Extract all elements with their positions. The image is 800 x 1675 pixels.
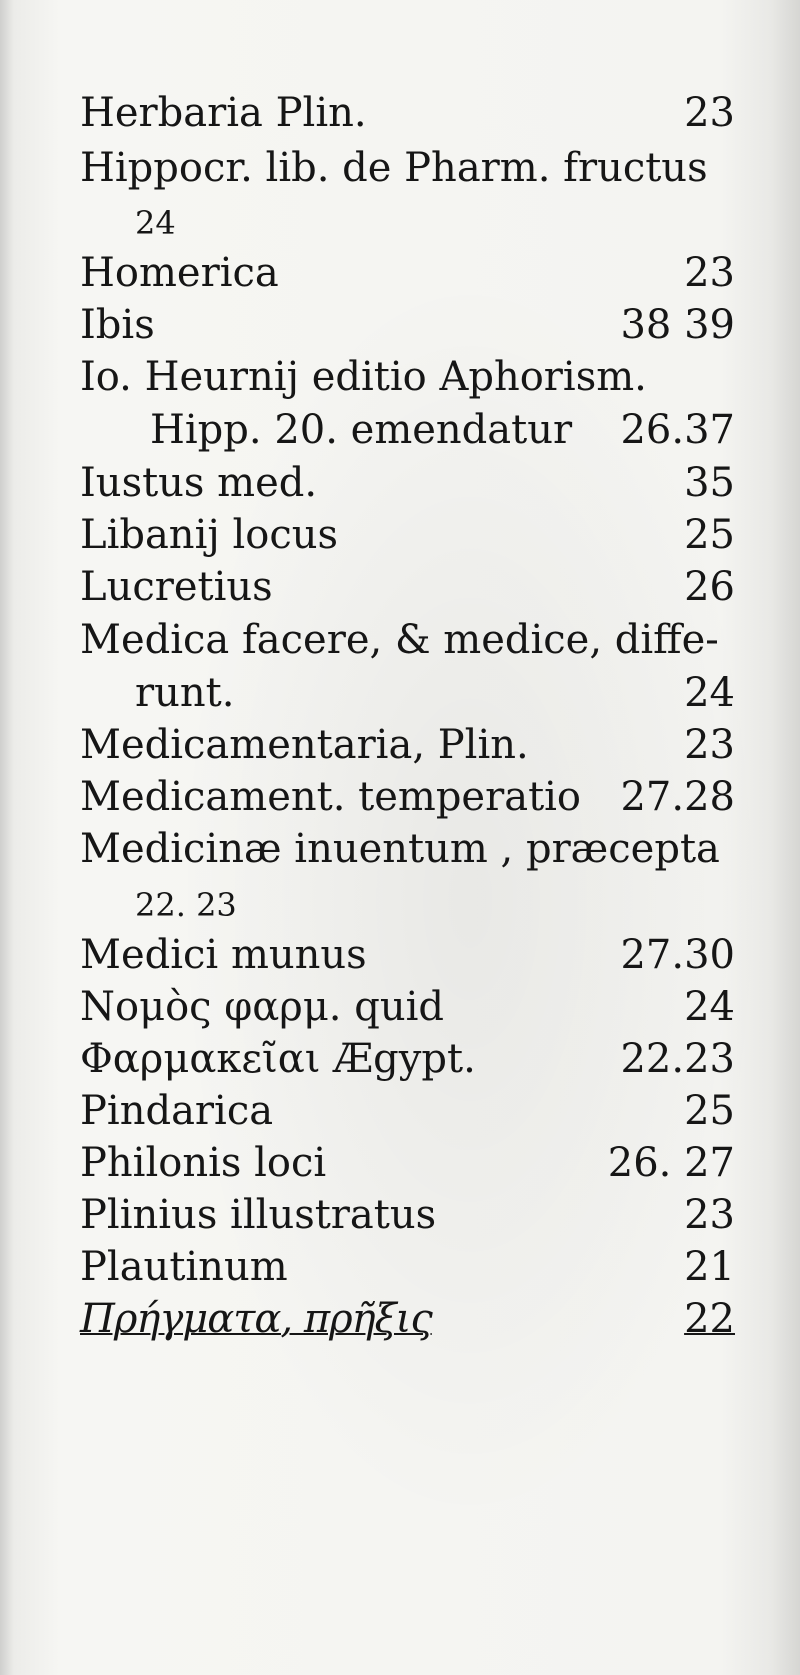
index-term: runt. [135, 670, 235, 716]
index-page-ref: 22.23 [620, 1036, 735, 1082]
index-term: Πρήγματα, πρῆξις [80, 1296, 432, 1342]
index-term: Lucretius [80, 564, 273, 610]
index-page-ref: 27.30 [620, 932, 735, 978]
index-term: Hipp. 20. emendatur [150, 407, 573, 453]
index-page-ref: 25 [684, 1088, 735, 1134]
index-term: Φαρμακεῖαι Ægypt. [80, 1036, 476, 1082]
index-page-ref: 23 [684, 1192, 735, 1238]
index-page-ref: 38 39 [620, 302, 735, 348]
index-page-ref: 22 [684, 1296, 735, 1342]
index-term: Plinius illustratus [80, 1192, 437, 1238]
index-term: Medicament. temperatio [80, 774, 582, 820]
index-page-ref: 24 [684, 670, 735, 716]
index-term: Io. Heurnij editio Aphorism. [80, 354, 647, 400]
index-term: Νομὸς φαρμ. quid [80, 984, 445, 1030]
index-term: Homerica [80, 250, 279, 296]
index-term: Pindarica [80, 1088, 274, 1134]
index-page-ref: 26. 27 [607, 1140, 735, 1186]
index-page-ref: 35 [684, 460, 735, 506]
index-page-ref: 26 [684, 564, 735, 610]
index-term: Hippocr. lib. de Pharm. fructus [80, 145, 708, 191]
index-term: Philonis loci [80, 1140, 327, 1186]
index-term: Medicinæ inuentum , præcepta [80, 826, 720, 872]
index-term: Iustus med. [80, 460, 318, 506]
index-term: 22. 23 [135, 886, 237, 924]
index-term: Ibis [80, 302, 155, 348]
index-page-ref: 21 [684, 1244, 735, 1290]
index-page-ref: 27.28 [620, 774, 735, 820]
index-term: 24 [135, 204, 176, 242]
index-page-ref: 26.37 [620, 407, 735, 453]
index-term: Medicamentaria, Plin. [80, 722, 529, 768]
index-term: Medici munus [80, 932, 367, 978]
index-term: Libanij locus [80, 512, 339, 558]
index-term: Herbaria Plin. [80, 90, 367, 136]
index-page-ref: 23 [684, 722, 735, 768]
index-page-ref: 25 [684, 512, 735, 558]
index-page-ref: 24 [684, 984, 735, 1030]
index-term: Plautinum [80, 1244, 288, 1290]
index-term: Medica facere, & medice, diffe- [80, 617, 719, 663]
index-page-ref: 23 [684, 90, 735, 136]
index-page-ref: 23 [684, 250, 735, 296]
